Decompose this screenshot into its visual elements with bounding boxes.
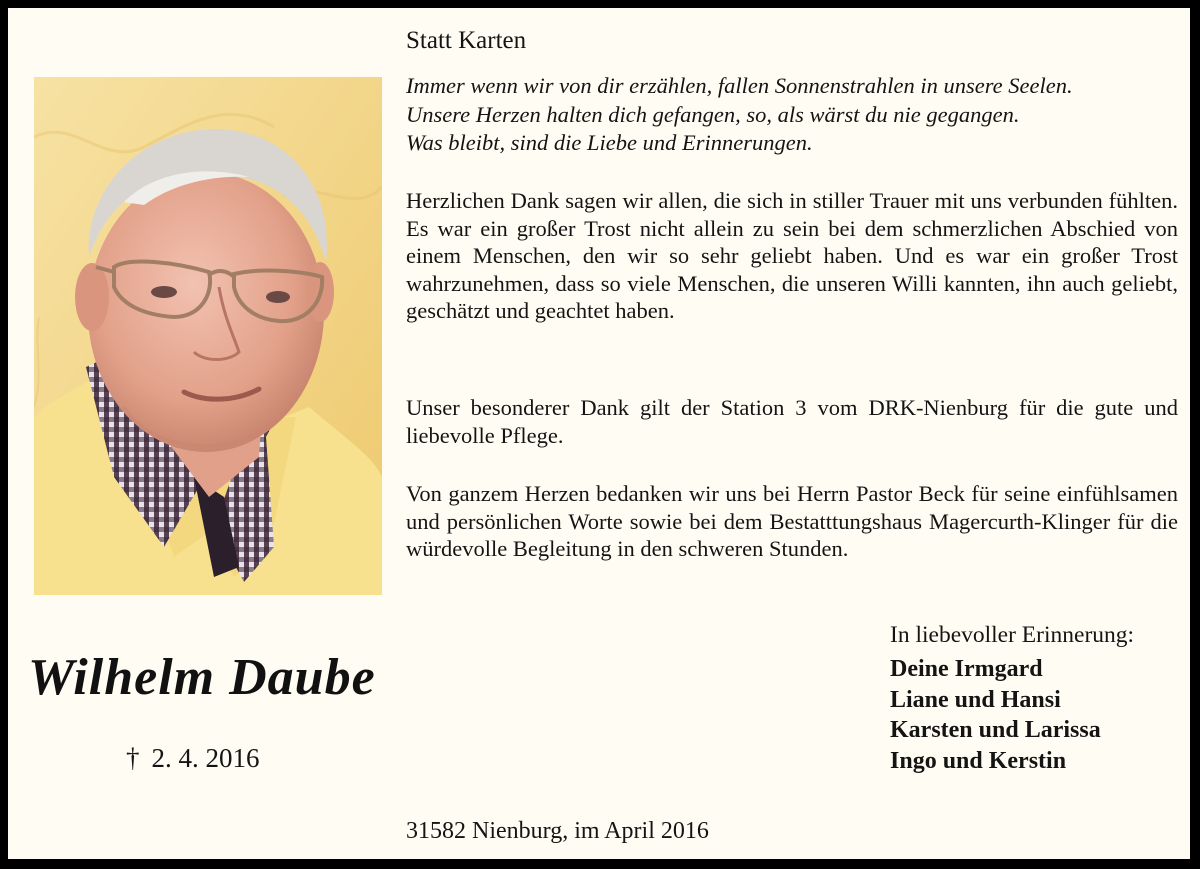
memory-label: In liebevoller Erinnerung: — [890, 622, 1135, 648]
poem-line: Unsere Herzen halten dich gefangen, so, als wärst du nie gegangen. — [406, 101, 1020, 127]
pastor-thanks-paragraph: Von ganzem Herzen bedanken wir uns bei Herrn Pastor Beck für seine einfühlsamen und persönlichen Worte sowie bei dem Bestatttungshaus Magercurth-Klinger für die würdevolle Begleitung in den schweren Stunden. — [406, 481, 1178, 561]
death-date-line — [126, 742, 260, 774]
portrait-photo — [34, 77, 382, 595]
deceased-name: Wilhelm Daube — [28, 649, 376, 706]
cross-icon: † — [126, 743, 140, 773]
signer: Liane und Hansi — [890, 686, 1061, 713]
signer: Deine Irmgard — [890, 656, 1043, 682]
signer: Karsten und Larissa — [890, 717, 1101, 743]
thanks-paragraph: Herzlichen Dank sagen wir allen, die sich in stiller Trauer mit uns verbunden fühlten. Es war ein großer Trost nicht allein zu sein bei dem schmerzlichen Abschied von einem Menschen, den wir so sehr geliebt haben. Und es war ein großer Trost wahrzunehmen, dass so viele Menschen, die unseren Willi kannten, ihn auch geliebt, geschätzt und geachtet haben. — [406, 188, 1178, 323]
care-thanks-paragraph: Unser besonderer Dank gilt der Station 3 vom DRK-Nienburg für die gute und liebevolle Pflege. — [406, 395, 1178, 448]
place-date-footer: 31582 Nienburg, im April 2016 — [406, 818, 709, 844]
memorial-poem — [406, 72, 1186, 158]
signers-list — [890, 654, 1101, 776]
poem-line: Immer wenn wir von dir erzählen, fallen Sonnenstrahlen in unsere Seelen. — [406, 73, 1073, 98]
portrait-illustration — [34, 77, 382, 595]
obituary-card — [8, 8, 1190, 859]
poem-line: Was bleibt, sind die Liebe und Erinnerungen. — [406, 130, 813, 155]
signer: Ingo und Kerstin — [890, 747, 1067, 774]
notice-heading: Statt Karten — [406, 27, 527, 54]
death-date: 2. 4. 2016 — [151, 743, 260, 773]
